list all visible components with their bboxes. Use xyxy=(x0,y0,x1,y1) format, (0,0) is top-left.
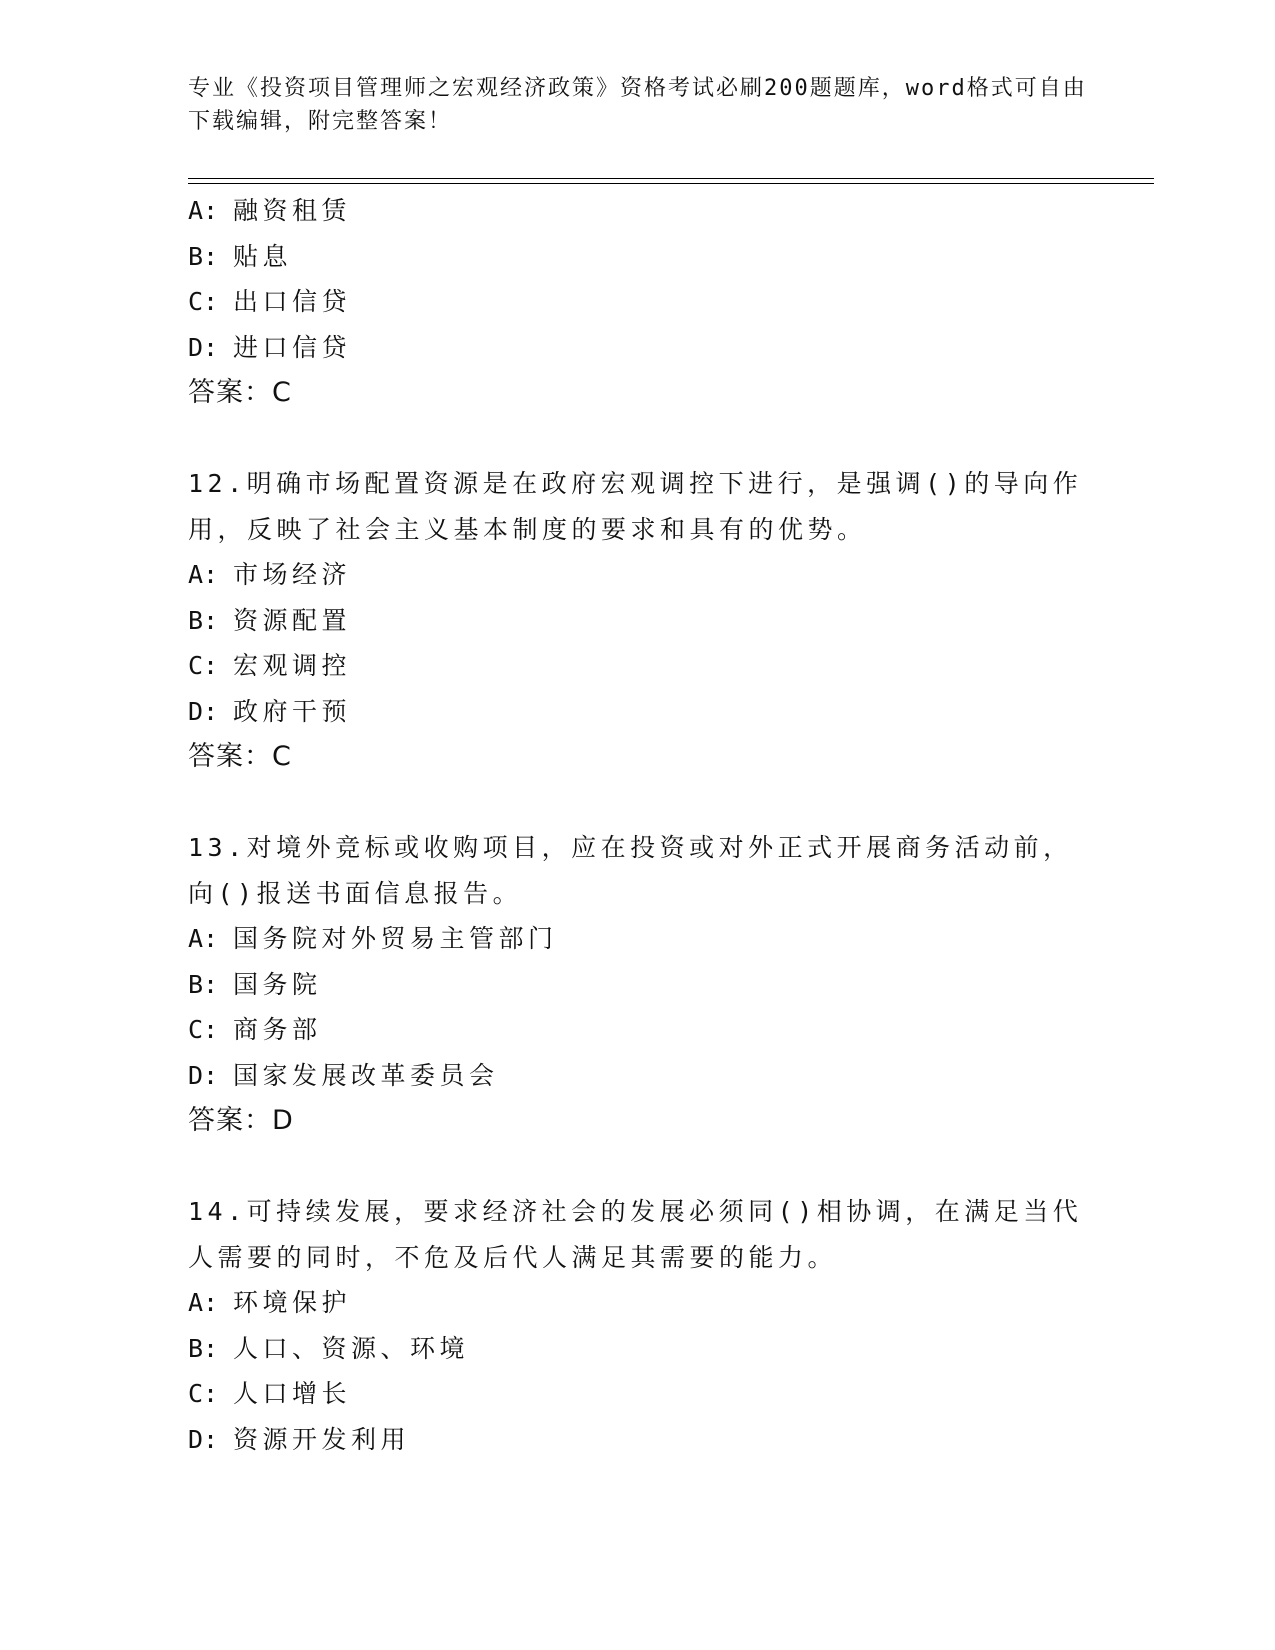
option-text: 进口信贷 xyxy=(233,332,352,362)
question-12 xyxy=(188,461,1088,780)
question-stem: 12.明确市场配置资源是在政府宏观调控下进行，是强调()的导向作用，反映了社会主义基本制度的要求和具有的优势。 xyxy=(188,469,1083,544)
option-b xyxy=(188,598,1088,644)
option-letter: B: xyxy=(188,1333,219,1363)
spacer xyxy=(188,416,1088,462)
question-11-continued xyxy=(188,188,1088,416)
option-text: 政府干预 xyxy=(233,696,352,726)
header-divider-top xyxy=(188,178,1154,179)
option-letter: B: xyxy=(188,605,219,635)
option-text: 市场经济 xyxy=(233,560,352,589)
option-letter: B: xyxy=(188,969,219,999)
question-list xyxy=(188,188,1088,1462)
option-text: 资源配置 xyxy=(233,605,352,635)
option-d xyxy=(188,1417,1088,1463)
option-a xyxy=(188,552,1088,598)
option-letter: A: xyxy=(188,924,219,953)
option-c xyxy=(188,1371,1088,1417)
option-text: 国家发展改革委员会 xyxy=(233,1060,499,1090)
option-b xyxy=(188,962,1088,1008)
option-text: 国务院对外贸易主管部门 xyxy=(233,924,558,953)
option-letter: B: xyxy=(188,241,219,271)
option-letter: D: xyxy=(188,332,219,362)
option-text: 贴息 xyxy=(233,241,293,271)
option-letter: C: xyxy=(188,1379,219,1408)
option-text: 资源开发利用 xyxy=(233,1424,411,1454)
option-c xyxy=(188,279,1088,325)
option-letter: D: xyxy=(188,1424,219,1454)
option-letter: D: xyxy=(188,1060,219,1090)
option-d xyxy=(188,1053,1088,1099)
answer-line: 答案：C xyxy=(188,741,292,772)
option-a xyxy=(188,1280,1088,1326)
option-text: 人口、资源、环境 xyxy=(233,1333,470,1363)
spacer xyxy=(188,1144,1088,1190)
option-text: 国务院 xyxy=(233,969,322,999)
option-c xyxy=(188,643,1088,689)
document-header xyxy=(188,72,1088,138)
option-text: 商务部 xyxy=(233,1015,322,1044)
option-text: 融资租赁 xyxy=(233,196,352,225)
option-text: 出口信贷 xyxy=(233,287,352,316)
option-letter: A: xyxy=(188,1288,219,1317)
option-b xyxy=(188,1326,1088,1372)
option-text: 人口增长 xyxy=(233,1379,352,1408)
option-text: 宏观调控 xyxy=(233,651,352,680)
option-letter: D: xyxy=(188,696,219,726)
question-stem: 14.可持续发展，要求经济社会的发展必须同()相协调，在满足当代人需要的同时，不危及后代人满足其需要的能力。 xyxy=(188,1197,1083,1272)
option-letter: A: xyxy=(188,196,219,225)
option-letter: C: xyxy=(188,651,219,680)
option-a xyxy=(188,188,1088,234)
header-divider-bottom xyxy=(188,183,1154,184)
option-d xyxy=(188,325,1088,371)
answer-line: 答案：C xyxy=(188,377,292,408)
option-letter: A: xyxy=(188,560,219,589)
option-text: 环境保护 xyxy=(233,1288,352,1317)
option-letter: C: xyxy=(188,1015,219,1044)
answer-line: 答案：D xyxy=(188,1105,294,1136)
question-stem: 13.对境外竞标或收购项目，应在投资或对外正式开展商务活动前，向()报送书面信息报告。 xyxy=(188,833,1073,908)
header-title: 专业《投资项目管理师之宏观经济政策》资格考试必刷200题题库，word格式可自由下载编辑，附完整答案！ xyxy=(188,76,1087,134)
spacer xyxy=(188,780,1088,826)
option-letter: C: xyxy=(188,287,219,316)
option-d xyxy=(188,689,1088,735)
question-14 xyxy=(188,1189,1088,1462)
option-a xyxy=(188,916,1088,962)
option-b xyxy=(188,234,1088,280)
option-c xyxy=(188,1007,1088,1053)
question-13 xyxy=(188,825,1088,1144)
